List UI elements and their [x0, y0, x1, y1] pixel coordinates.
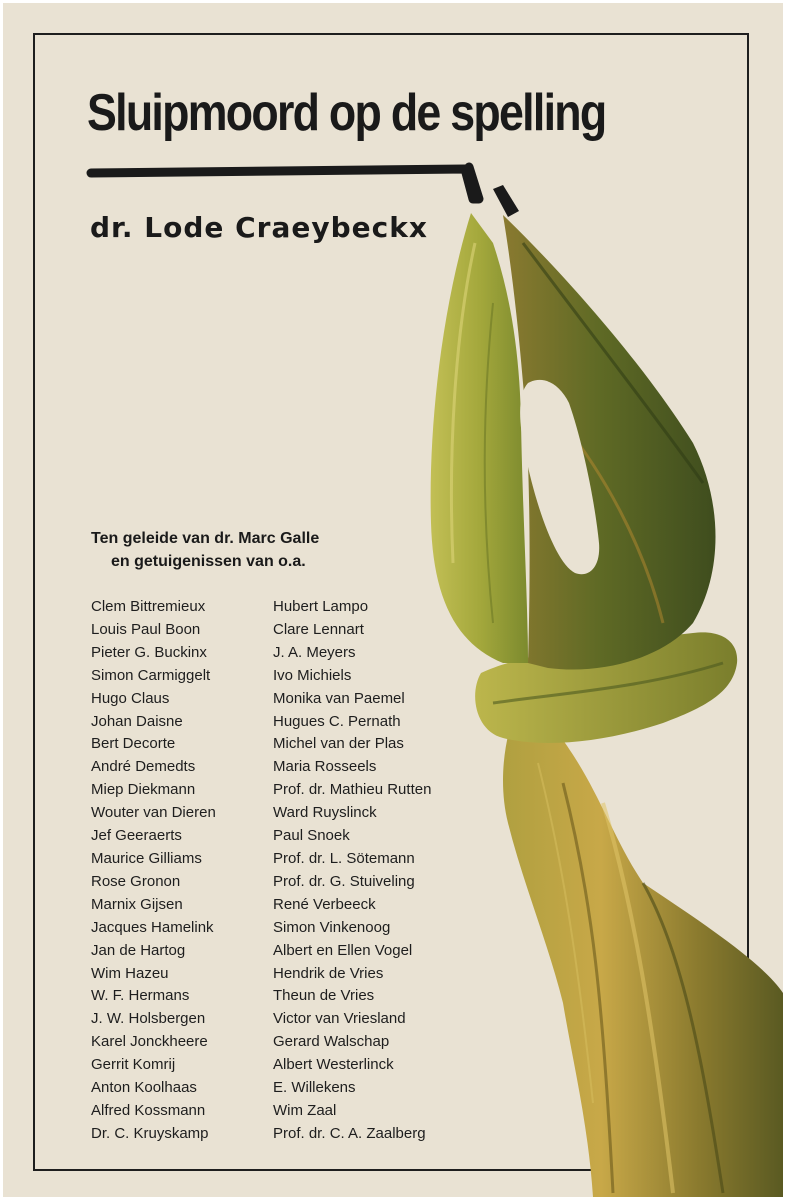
contributor-name: Jef Geeraerts: [91, 827, 182, 845]
contributor-name: Ivo Michiels: [273, 666, 352, 684]
contributor-name: J. A. Meyers: [273, 643, 356, 661]
contributor-name: Hugo Claus: [91, 689, 170, 707]
ink-stroke-line: [91, 167, 479, 199]
contributor-name: W. F. Hermans: [91, 987, 190, 1005]
contributor-name: J. W. Holsbergen: [91, 1010, 206, 1028]
contributor-name: Louis Paul Boon: [91, 620, 201, 638]
contributor-name: Bert Decorte: [91, 735, 176, 753]
book-title: Sluipmoord op de spelling: [87, 84, 606, 142]
contributor-name: Michel van der Plas: [273, 735, 404, 753]
contributor-name: Karel Jonckheere: [91, 1033, 208, 1051]
contributor-name: Clem Bittremieux: [91, 598, 206, 615]
contributor-name: Miep Diekmann: [91, 781, 196, 799]
author-name: dr. Lode Craeybeckx: [90, 211, 428, 244]
book-cover: [3, 3, 783, 1197]
contributor-name: Wouter van Dieren: [91, 804, 216, 822]
contributor-name: Albert Westerlinck: [273, 1056, 394, 1074]
contributor-name: Jacques Hamelink: [91, 918, 214, 936]
contributor-name: Prof. dr. C. A. Zaalberg: [273, 1124, 426, 1142]
contributor-name: Wim Hazeu: [91, 964, 169, 982]
contributor-name: Jan de Hartog: [91, 941, 186, 959]
contributor-name: Dr. C. Kruyskamp: [91, 1124, 209, 1142]
contributor-name: Ward Ruyslinck: [273, 804, 377, 822]
contributor-name: Albert en Ellen Vogel: [273, 941, 413, 959]
contributor-name: Alfred Kossmann: [91, 1101, 206, 1119]
contributor-name: Monika van Paemel: [273, 689, 405, 707]
contributor-name: Hugues C. Pernath: [273, 712, 401, 730]
contributor-name: René Verbeeck: [273, 895, 376, 913]
contributor-name: Marnix Gijsen: [91, 895, 183, 913]
contributor-name: Johan Daisne: [91, 712, 183, 730]
contributors-list-right: [273, 596, 431, 1146]
pen-shaft: [503, 693, 783, 1197]
contributor-name: Victor van Vriesland: [273, 1010, 406, 1028]
contributor-name: Wim Zaal: [273, 1101, 337, 1119]
contributor-name: André Demedts: [91, 758, 196, 776]
contributor-name: Gerard Walschap: [273, 1033, 390, 1051]
contributor-name: Maurice Gilliams: [91, 849, 202, 867]
contributors-list-left: [91, 596, 216, 1146]
contributor-name: Hubert Lampo: [273, 598, 369, 615]
contributor-name: Simon Carmiggelt: [91, 666, 211, 684]
contributor-name: Anton Koolhaas: [91, 1079, 197, 1097]
contributor-name: Simon Vinkenoog: [273, 918, 391, 936]
contributor-name: Clare Lennart: [273, 620, 364, 638]
contributor-name: Gerrit Komrij: [91, 1056, 176, 1074]
contributor-name: E. Willekens: [273, 1079, 356, 1097]
introduction-note: [91, 527, 319, 573]
contributor-name: Rose Gronon: [91, 872, 181, 890]
contributor-name: Prof. dr. Mathieu Rutten: [273, 781, 432, 799]
intro-line-1: Ten geleide van dr. Marc Galle: [91, 530, 320, 547]
contributor-name: Paul Snoek: [273, 827, 350, 845]
contributor-name: Pieter G. Buckinx: [91, 643, 207, 661]
contributor-name: Theun de Vries: [273, 987, 375, 1005]
contributor-name: Hendrik de Vries: [273, 964, 384, 982]
contributor-name: Maria Rosseels: [273, 758, 377, 776]
pen-nib-tip: [493, 185, 519, 217]
contributor-name: Prof. dr. L. Sötemann: [273, 849, 415, 867]
intro-line-2: en getuigenissen van o.a.: [111, 553, 306, 570]
contributor-name: Prof. dr. G. Stuiveling: [273, 872, 415, 890]
